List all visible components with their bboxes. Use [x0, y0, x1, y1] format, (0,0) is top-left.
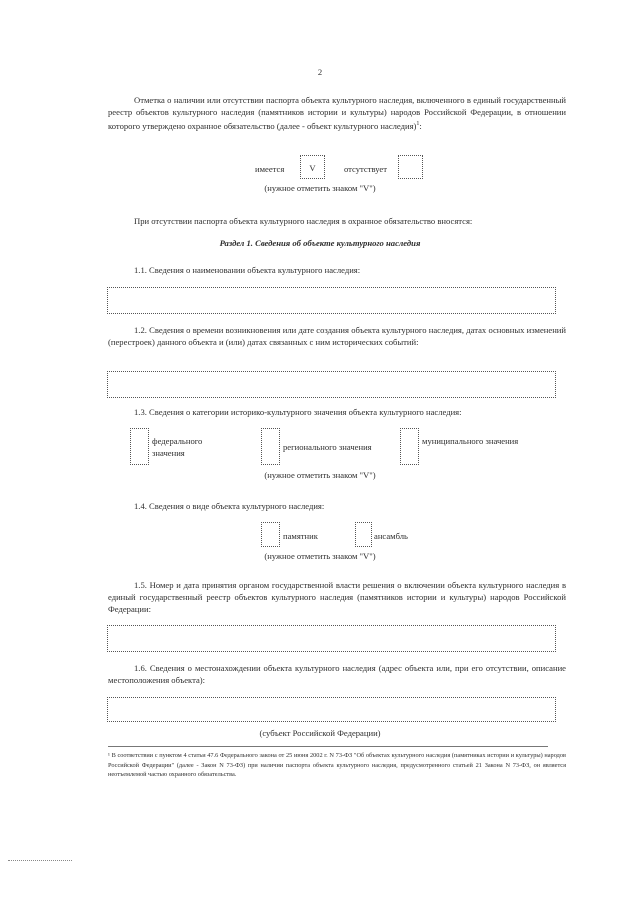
mark-hint: (нужное отметить знаком "V") — [264, 183, 376, 193]
category-regional-label: регионального значения — [283, 442, 372, 452]
footnote-separator — [108, 746, 548, 747]
section-1-1-field[interactable] — [107, 287, 556, 314]
section-1-1-label: 1.1. Сведения о наименовании объекта культурного наследия: — [134, 265, 361, 275]
category-regional-checkbox[interactable] — [261, 428, 280, 465]
footnote-reference: 1 — [416, 121, 420, 127]
kind-monument-label: памятник — [283, 531, 318, 541]
bottom-mark — [8, 860, 72, 861]
passport-absent-label: отсутствует — [344, 164, 387, 174]
kind-ensemble-label: ансамбль — [374, 531, 408, 541]
kind-ensemble-checkbox[interactable] — [355, 522, 372, 547]
section-1-3-label: 1.3. Сведения о категории историко-культурного значения объекта культурного наследия: — [134, 407, 462, 417]
section-1-6-label: 1.6. Сведения о местонахождении объекта культурного наследия (адрес объекта или, при его отсутствии, описание местоположения объекта): — [108, 663, 566, 685]
mark-hint-kind: (нужное отметить знаком "V") — [264, 551, 376, 561]
subject-caption: (субъект Российской Федерации) — [259, 728, 381, 738]
section-1-2-field[interactable] — [107, 371, 556, 398]
section-1-5-label: 1.5. Номер и дата принятия органом государственной власти решения о включении объекта культурного наследия в единый государственный реестр объектов культурного наследия (памятников истории и культуры) народов Российской Федерации: — [108, 580, 566, 614]
section-1-4-label: 1.4. Сведения о виде объекта культурного наследия: — [134, 501, 325, 511]
page-number: 2 — [317, 67, 323, 77]
category-federal-label — [152, 435, 202, 459]
category-municipal-checkbox[interactable] — [400, 428, 419, 465]
intro-text: Отметка о наличии или отсутствии паспорта объекта культурного наследия, включенного в единый государственный реестр объектов культурного наследия (памятников истории и культуры) народов Российской Федерации, в отношении которого утверждено охранное обязательство (далее - объект культурного наследия) — [108, 95, 566, 131]
kind-monument-checkbox[interactable] — [261, 522, 280, 547]
mark-hint-category: (нужное отметить знаком "V") — [264, 470, 376, 480]
section-1-5-field[interactable] — [107, 625, 556, 652]
footnote-text: ¹ В соответствии с пунктом 4 статьи 47.6 Федерального закона от 25 июня 2002 г. N 73-ФЗ "Об объектах культурного наследия (памятниках истории и культуры) народов Российской Федерации" (далее - Закон N 73-ФЗ) при наличии паспорта объекта культурного наследия, предусмотренного статьей 21 Закона N 73-ФЗ, он является неотъемлемой частью охранного обязательства. — [108, 752, 566, 778]
section-title: Раздел 1. Сведения об объекте культурного наследия — [219, 238, 421, 248]
category-municipal-label: муниципального значения — [422, 436, 519, 446]
passport-has-checkbox[interactable]: V — [300, 155, 325, 179]
section-1-6-field[interactable] — [107, 697, 556, 722]
passport-absent-checkbox[interactable] — [398, 155, 423, 179]
section-1-2-label: 1.2. Сведения о времени возникновения или дате создания объекта культурного наследия, датах основных изменений (перестроек) данного объекта и (или) датах связанных с ним исторических событий: — [108, 325, 566, 347]
intro-paragraph — [108, 94, 566, 132]
category-federal-checkbox[interactable] — [130, 428, 149, 465]
passport-has-label: имеется — [255, 164, 285, 174]
absence-text: При отсутствии паспорта объекта культурного наследия в охранное обязательство вносятся: — [134, 216, 473, 226]
intro-end: : — [419, 120, 422, 131]
category-federal-line2: значения — [152, 448, 185, 458]
category-federal-line1: федерального — [152, 436, 203, 446]
